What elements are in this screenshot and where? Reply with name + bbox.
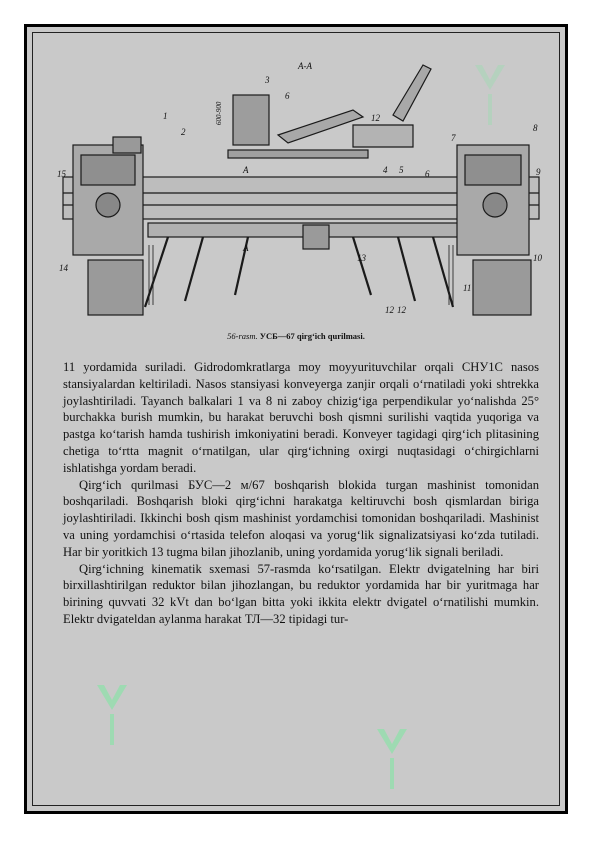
section-detail xyxy=(233,95,269,145)
callout-8: 8 xyxy=(533,123,538,133)
technical-drawing xyxy=(53,55,549,325)
light-unit xyxy=(303,225,329,249)
paragraph-3: Qirg‘ichning kinematik sxemasi 57-rasmda ko‘rsatilgan. Elektr dvigatelning har biri birxillashtirilgan reduktor bilan jihozlangan, bu reduktor yordamida har bir yuritmaga har birining quvvati 32 kVt dan bo‘lgan bitta yoki ikkita elektr dvigatel o‘rnatilishi mumkin. Elektr dvigateldan aylanma harakat ТЛ—32 tipidagi tur- xyxy=(63,561,539,626)
callout-1: 1 xyxy=(163,111,168,121)
section-mark-a2: A xyxy=(243,243,249,253)
callout-10: 10 xyxy=(533,253,542,263)
section-label: A-A xyxy=(298,61,312,71)
paragraph-1: 11 yordamida suriladi. Gidrodomkratlarga moy moyyurituvchilar orqali СНУ1С nasos stansiyalardan keltiriladi. Nasos stansiyasi konveyerga zanjir orqali o‘rnatiladi yoki shtrekka joylashtiriladi. Tayanch balkalari 1 va 8 ni zaboy chizig‘iga perpendikular yo‘nalishda 25° burchakka burish mumkin, bu harakat beruvchi bosh qismni surilishi vaqtida yuqoriga va pastga ko‘tarish hamda tushirish imkoniyatini beradi. Konveyer tagidagi qirg‘ich plitasining chetiga to‘rtta magnit o‘rnatilgan, ular qirg‘ichning oxirgi nuqtasidagi o‘chirgichlarni ishlatishga yordam beradi. xyxy=(63,360,539,475)
callout-5: 5 xyxy=(399,165,404,175)
figure-title: УСБ—67 qirg‘ich qurilmasi. xyxy=(259,331,365,341)
callout-6b: 6 xyxy=(425,169,430,179)
callout-6: 6 xyxy=(285,91,290,101)
callout-13: 13 xyxy=(357,253,366,263)
left-motor xyxy=(88,260,143,315)
callout-9: 9 xyxy=(536,167,541,177)
callout-15: 15 xyxy=(57,169,66,179)
callout-12c: 12 xyxy=(397,305,406,315)
paragraph-2: Qirg‘ich qurilmasi БУС—2 м/67 boshqarish blokida turgan mashinist tomonidan boshqariladi. Boshqarish bloki qirg‘ichni harakatga keltiruvchi bosh qismlardan biriga joylashtiriladi. Ikkinchi bosh qism mashinist yordamchisi tomonidan boshqariladi. Mashinist va uning yordamchisi o‘rtasida telefon aloqasi va yorug‘lik signalizatsiyasi ko‘zda tutiladi. Har bir yoritkich 13 tugma bilan jihozlanib, uning yordamida yorug‘lik signali beriladi. xyxy=(63,477,539,559)
callout-14: 14 xyxy=(59,263,68,273)
callout-12b: 12 xyxy=(385,305,394,315)
dimension-label: 600-900 xyxy=(215,101,223,125)
callout-11: 11 xyxy=(463,283,472,293)
callout-4: 4 xyxy=(383,165,388,175)
callout-7: 7 xyxy=(451,133,456,143)
page-frame xyxy=(24,24,568,814)
callout-12: 12 xyxy=(371,113,380,123)
page-inner-border xyxy=(32,32,560,806)
callout-2: 2 xyxy=(181,127,186,137)
figure-caption xyxy=(33,331,559,341)
section-mark-a1: A xyxy=(243,165,249,175)
callout-3: 3 xyxy=(265,75,270,85)
right-motor xyxy=(473,260,531,315)
body-text xyxy=(63,359,539,628)
figure-number: 56-rasm. xyxy=(227,331,258,341)
